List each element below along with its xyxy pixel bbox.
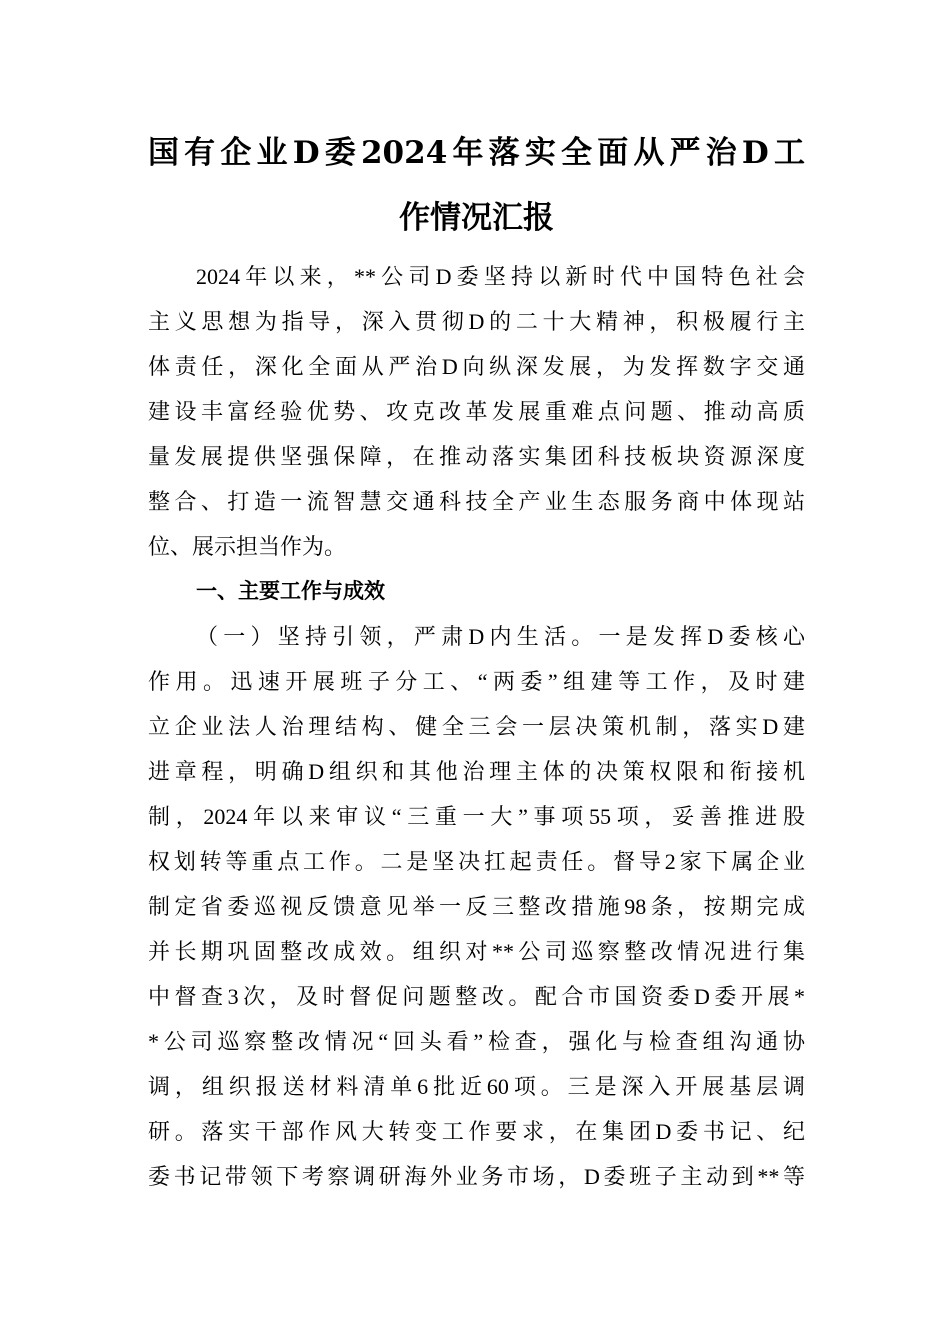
text-line: 权划转等重点工作。二是坚决扛起责任。督导2家下属企业 [148, 849, 805, 874]
document-body [148, 254, 805, 1199]
text-line: 体责任，深化全面从严治D向纵深发展，为发挥数字交通 [148, 354, 805, 379]
text-line: 中督查3次，及时督促问题整改。配合市国资委D委开展* [148, 984, 805, 1009]
text-line: 进章程，明确D组织和其他治理主体的决策权限和衔接机 [148, 759, 805, 784]
text-line: 调，组织报送材料清单6批近60项。三是深入开展基层调 [148, 1074, 805, 1099]
text-line: 量发展提供坚强保障，在推动落实集团科技板块资源深度 [148, 444, 805, 469]
document-title-line-2: 作情况汇报 [399, 200, 554, 236]
text-line: 制定省委巡视反馈意见举一反三整改措施98条，按期完成 [148, 894, 805, 919]
text-line: 研。落实干部作风大转变工作要求，在集团D委书记、纪 [148, 1119, 805, 1144]
text-line: 位、展示担当作为。 [148, 534, 347, 559]
section-paragraph [148, 614, 805, 1199]
section-heading: 一、主要工作与成效 [196, 579, 385, 603]
text-line: 委书记带领下考察调研海外业务市场，D委班子主动到**等 [148, 1164, 805, 1189]
text-line: （一）坚持引领，严肃D内生活。一是发挥D委核心 [196, 624, 805, 649]
text-line: 制，2024年以来审议“三重一大”事项55项，妥善推进股 [148, 804, 805, 829]
text-line: 2024年以来，**公司D委坚持以新时代中国特色社会 [196, 264, 805, 289]
text-line: 并长期巩固整改成效。组织对**公司巡察整改情况进行集 [148, 939, 805, 964]
intro-paragraph [148, 254, 805, 569]
text-line: *公司巡察整改情况“回头看”检查，强化与检查组沟通协 [148, 1029, 805, 1054]
text-line: 立企业法人治理结构、健全三会一层决策机制，落实D建 [148, 714, 805, 739]
text-line: 建设丰富经验优势、攻克改革发展重难点问题、推动高质 [148, 399, 805, 424]
text-line: 作用。迅速开展班子分工、“两委”组建等工作，及时建 [148, 669, 805, 694]
text-line: 主义思想为指导，深入贯彻D的二十大精神，积极履行主 [148, 309, 805, 334]
text-line: 整合、打造一流智慧交通科技全产业生态服务商中体现站 [148, 489, 805, 514]
document-title-line-1: 国有企业D委2024年落实全面从严治D工 [148, 135, 805, 171]
